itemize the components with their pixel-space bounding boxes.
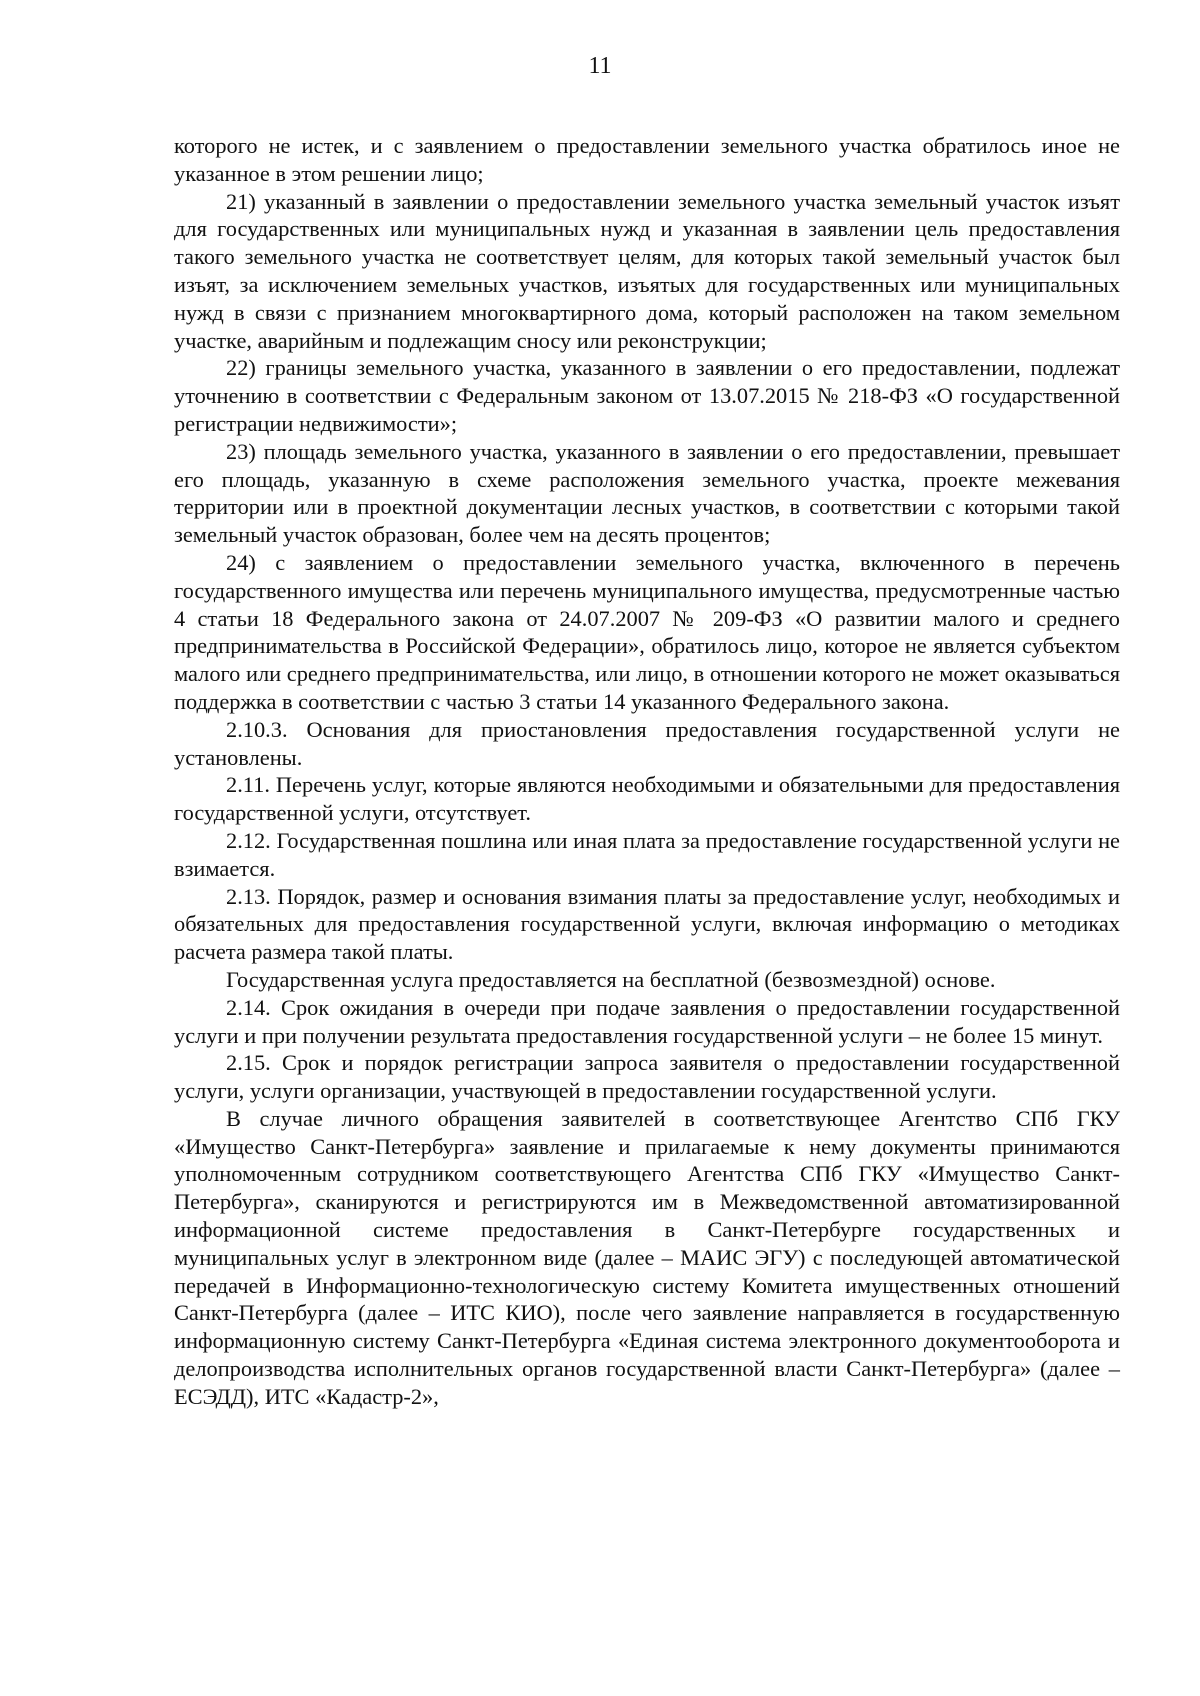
- paragraph-section-2-15: 2.15. Срок и порядок регистрации запроса заявителя о предоставлении государственной услуги, услуги организации, участвующей в предоставлении государственной услуги.: [174, 1050, 1120, 1104]
- paragraph-item-24: 24) с заявлением о предоставлении земельного участка, включенного в перечень государственного имущества или перечень муниципального имущества, предусмотренные частью 4 статьи 18 Федерального закона от 24.07.2007 № 209-ФЗ «О развитии малого и среднего предпринимательства в Российской Федерации», обратилось лицо, которое не является субъектом малого или среднего предпринимательства, или лицо, в отношении которого не может оказываться поддержка в соответствии с частью 3 статьи 14 указанного Федерального закона.: [174, 549, 1120, 714]
- paragraph-continuation: которого не истек, и с заявлением о предоставлении земельного участка обратилось иное не указанное в этом решении лицо;: [174, 133, 1120, 186]
- paragraph-free-service: Государственная услуга предоставляется на бесплатной (безвозмездной) основе.: [226, 966, 996, 992]
- paragraph-section-2-14: 2.14. Срок ожидания в очереди при подаче заявления о предоставлении государственной услуги и при получении результата предоставления государственной услуги – не более 15 минут.: [174, 994, 1120, 1048]
- paragraph-section-2-11: 2.11. Перечень услуг, которые являются необходимыми и обязательными для предоставления государственной услуги, отсутствует.: [174, 772, 1120, 826]
- paragraph-section-2-13: 2.13. Порядок, размер и основания взимания платы за предоставление услуг, необходимых и обязательных для предоставления государственной услуги, включая информацию о методиках расчета размера такой платы.: [174, 883, 1120, 965]
- paragraph-item-21: 21) указанный в заявлении о предоставлении земельного участка земельный участок изъят для государственных или муниципальных нужд и указанная в заявлении цель предоставления такого земельного участка не соответствует целям, для которых такой земельный участок был изъят, за исключением земельных участков, изъятых для государственных или муниципальных нужд в связи с признанием многоквартирного дома, который расположен на таком земельном участке, аварийным и подлежащим сносу или реконструкции;: [174, 188, 1120, 353]
- paragraph-personal-appeal: В случае личного обращения заявителей в соответствующее Агентство СПб ГКУ «Имущество Санкт-Петербурга» заявление и прилагаемые к нему документы принимаются уполномоченным сотрудником соответствующего Агентства СПб ГКУ «Имущество Санкт-Петербурга», сканируются и регистрируются им в Межведомственной автоматизированной информационной системе предоставления в Санкт-Петербурге государственных и муниципальных услуг в электронном виде (далее – МАИС ЭГУ) с последующей автоматической передачей в Информационно-технологическую систему Комитета имущественных отношений Санкт-Петербурга (далее – ИТС КИО), после чего заявление направляется в государственную информационную систему Санкт-Петербурга «Единая система электронного документооборота и делопроизводства исполнительных органов государственной власти Санкт-Петербурга» (далее – ЕСЭДД), ИТС «Кадастр-2»,: [174, 1105, 1120, 1409]
- paragraph-item-22: 22) границы земельного участка, указанного в заявлении о его предоставлении, подлежат уточнению в соответствии с Федеральным законом от 13.07.2015 № 218-ФЗ «О государственной регистрации недвижимости»;: [174, 355, 1120, 436]
- paragraph-item-23: 23) площадь земельного участка, указанного в заявлении о его предоставлении, превышает его площадь, указанную в схеме расположения земельного участка, проекте межевания территории или в проектной документации лесных участков, в соответствии с которыми такой земельный участок образован, более чем на десять процентов;: [174, 438, 1120, 548]
- paragraph-section-2-10-3: 2.10.3. Основания для приостановления предоставления государственной услуги не установлены.: [174, 716, 1120, 770]
- paragraph-section-2-12: 2.12. Государственная пошлина или иная плата за предоставление государственной услуги не взимается.: [174, 827, 1120, 881]
- page-number: 11: [588, 53, 612, 79]
- document-body: [174, 132, 1120, 1411]
